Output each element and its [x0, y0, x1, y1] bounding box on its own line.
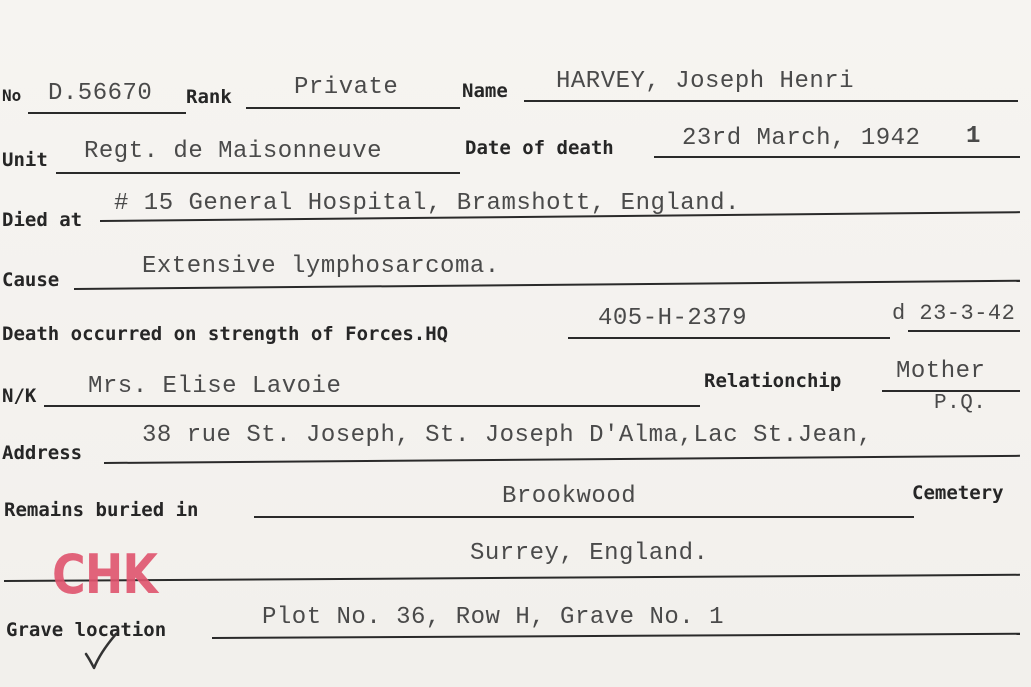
cause-line	[74, 280, 1020, 290]
unit-line	[56, 172, 460, 174]
rank-label: Rank	[186, 86, 232, 108]
name-value: HARVEY, Joseph Henri	[556, 68, 855, 95]
nk-value: Mrs. Elise Lavoie	[88, 373, 342, 400]
date-of-death-line	[654, 156, 1020, 158]
address-province: P.Q.	[934, 392, 987, 415]
cause-value: Extensive lymphosarcoma.	[142, 253, 500, 280]
died-at-label: Died at	[2, 209, 83, 231]
no-value: D.56670	[48, 80, 153, 107]
remains-line	[254, 516, 914, 518]
date-of-death-mark: 1	[966, 123, 981, 150]
address-value: 38 rue St. Joseph, St. Joseph D'Alma,Lac St.Jean,	[142, 422, 873, 449]
strength-value: 405-H-2379	[598, 305, 748, 332]
remains-label: Remains buried in	[4, 499, 199, 521]
checkmark-icon	[82, 628, 122, 672]
date-of-death-value: 23rd March, 1942	[682, 125, 921, 152]
chk-stamp: CHK	[52, 543, 158, 606]
grave-line	[212, 633, 1020, 639]
cause-label: Cause	[2, 269, 60, 291]
relationship-value: Mother	[896, 358, 986, 385]
nk-label: N/K	[2, 385, 37, 407]
relationship-label: Relationchip	[704, 370, 842, 392]
strength-line	[568, 337, 890, 339]
no-line	[28, 112, 186, 114]
cemetery-label: Cemetery	[912, 482, 1004, 504]
unit-label: Unit	[2, 149, 48, 171]
name-line	[524, 100, 1018, 102]
nk-line	[44, 405, 700, 407]
grave-label: Grave location	[6, 619, 167, 641]
rank-line	[246, 107, 460, 109]
address-line	[104, 455, 1020, 464]
address-label: Address	[2, 442, 83, 464]
grave-value: Plot No. 36, Row H, Grave No. 1	[262, 604, 724, 631]
location-value: Surrey, England.	[470, 540, 709, 567]
strength-date: d 23-3-42	[892, 301, 1016, 326]
no-label: No	[2, 86, 22, 105]
strength-date-line	[908, 330, 1020, 332]
name-label: Name	[462, 80, 508, 102]
strength-label: Death occurred on strength of Forces.HQ	[2, 323, 449, 345]
died-at-value: # 15 General Hospital, Bramshott, England.	[114, 190, 740, 217]
unit-value: Regt. de Maisonneuve	[84, 138, 383, 165]
rank-value: Private	[294, 74, 399, 101]
remains-value: Brookwood	[502, 483, 637, 510]
date-of-death-label: Date of death	[465, 137, 614, 159]
